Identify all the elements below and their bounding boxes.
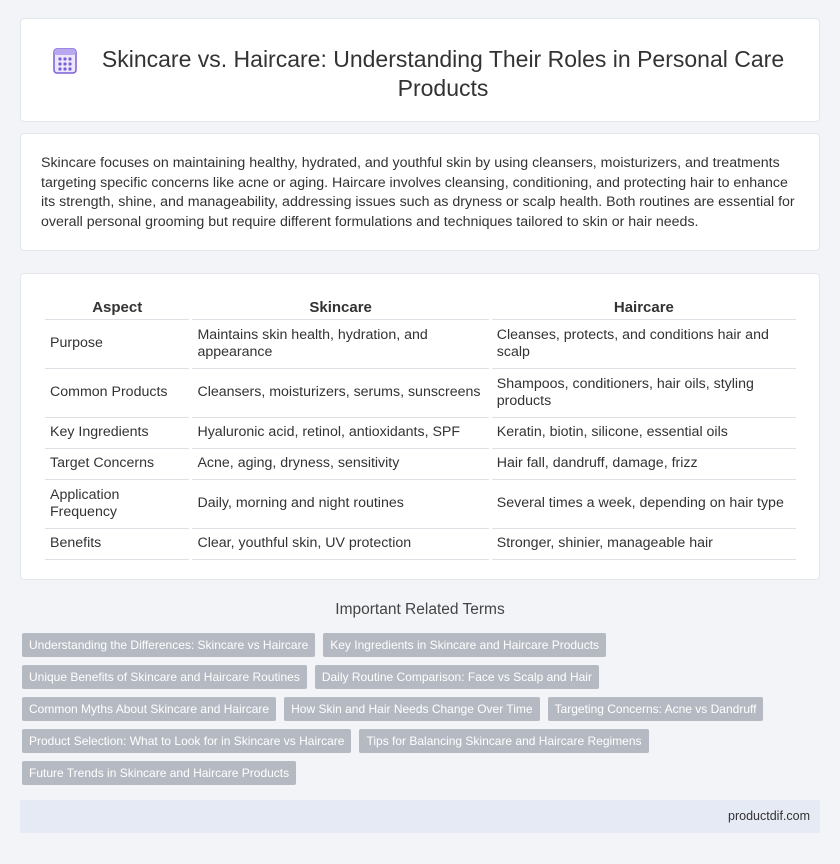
cell-haircare: Cleanses, protects, and conditions hair and scalp: [492, 320, 796, 369]
related-term-tag[interactable]: Future Trends in Skincare and Haircare Products: [22, 761, 296, 785]
cell-haircare: Several times a week, depending on hair type: [492, 480, 796, 529]
cell-aspect: Benefits: [45, 529, 189, 560]
cell-skincare: Acne, aging, dryness, sensitivity: [192, 449, 488, 480]
cell-haircare: Stronger, shinier, manageable hair: [492, 529, 796, 560]
cell-skincare: Cleansers, moisturizers, serums, sunscreens: [192, 369, 488, 418]
related-term-tag[interactable]: Common Myths About Skincare and Haircare: [22, 697, 276, 721]
comparison-table: [42, 294, 799, 560]
page-title: Skincare vs. Haircare: Understanding Their Roles in Personal Care Products: [101, 46, 785, 101]
table-row: [45, 320, 796, 369]
related-terms-title: Important Related Terms: [335, 601, 505, 618]
calculator-grid-icon: [51, 47, 79, 75]
related-terms-list: [22, 633, 812, 785]
cell-aspect: Target Concerns: [45, 449, 189, 480]
related-term-tag[interactable]: Key Ingredients in Skincare and Haircare Products: [323, 633, 606, 657]
cell-aspect: Key Ingredients: [45, 418, 189, 449]
related-term-tag[interactable]: Product Selection: What to Look for in Skincare vs Haircare: [22, 729, 351, 753]
cell-skincare: Maintains skin health, hydration, and appearance: [192, 320, 488, 369]
header-aspect: Aspect: [45, 294, 189, 320]
header-skincare: Skincare: [192, 294, 488, 320]
related-term-tag[interactable]: Tips for Balancing Skincare and Haircare Regimens: [359, 729, 648, 753]
cell-haircare: Keratin, biotin, silicone, essential oils: [492, 418, 796, 449]
table-row: [45, 369, 796, 418]
cell-aspect: Purpose: [45, 320, 189, 369]
related-term-tag[interactable]: How Skin and Hair Needs Change Over Time: [284, 697, 539, 721]
related-term-tag[interactable]: Unique Benefits of Skincare and Haircare Routines: [22, 665, 307, 689]
cell-skincare: Daily, morning and night routines: [192, 480, 488, 529]
cell-skincare: Clear, youthful skin, UV protection: [192, 529, 488, 560]
cell-haircare: Hair fall, dandruff, damage, frizz: [492, 449, 796, 480]
related-term-tag[interactable]: Targeting Concerns: Acne vs Dandruff: [548, 697, 764, 721]
table-row: [45, 529, 796, 560]
cell-aspect: Application Frequency: [45, 480, 189, 529]
intro-paragraph: Skincare focuses on maintaining healthy, hydrated, and youthful skin by using cleansers, moisturizers, and treatments targeting specific concerns like acne or aging. Haircare involves cleansing, conditioning, and protecting hair to enhance its strength, shine, and manageability, addressing issues such as dryness or scalp health. Both routines are essential for overall personal grooming but require different formulations and techniques tailored to skin or hair needs.: [41, 155, 795, 230]
title-row: [21, 19, 819, 103]
table-header-row: [45, 294, 796, 320]
cell-skincare: Hyaluronic acid, retinol, antioxidants, SPF: [192, 418, 488, 449]
related-term-tag[interactable]: Understanding the Differences: Skincare vs Haircare: [22, 633, 315, 657]
table-row: [45, 480, 796, 529]
header-card: [20, 18, 820, 122]
cell-aspect: Common Products: [45, 369, 189, 418]
intro-card: [20, 133, 820, 251]
header-haircare: Haircare: [492, 294, 796, 320]
table-row: [45, 449, 796, 480]
footer: [20, 800, 820, 833]
table-row: [45, 418, 796, 449]
related-term-tag[interactable]: Daily Routine Comparison: Face vs Scalp and Hair: [315, 665, 599, 689]
footer-site-link[interactable]: productdif.com: [728, 809, 810, 823]
cell-haircare: Shampoos, conditioners, hair oils, styling products: [492, 369, 796, 418]
comparison-table-card: [20, 273, 820, 580]
